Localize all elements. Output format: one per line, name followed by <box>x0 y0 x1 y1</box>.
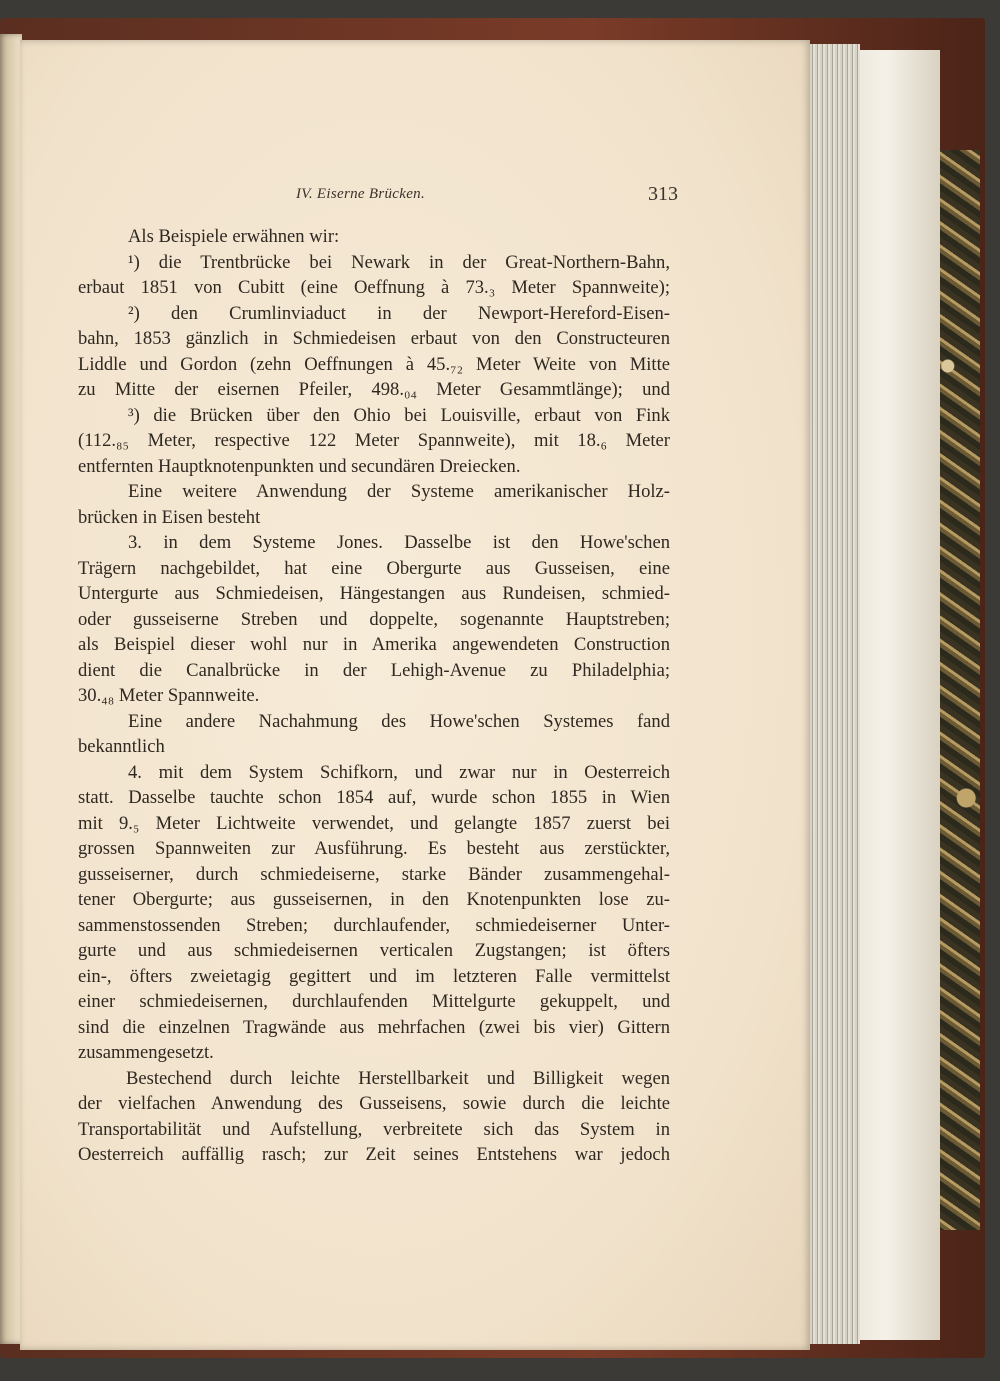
text-line: statt. Dasselbe tauchte schon 1854 auf, wurde schon 1855 in Wien <box>78 787 670 808</box>
text-line: (112.₈₅ Meter, respective 122 Meter Spannweite), mit 18.₆ Meter <box>78 430 670 451</box>
text-line: erbaut 1851 von Cubitt (eine Oeffnung à 73.₃ Meter Spannweite); <box>78 277 670 298</box>
text-line: Liddle und Gordon (zehn Oeffnungen à 45.₇₂ Meter Weite von Mitte <box>78 353 670 375</box>
text-line: als Beispiel dieser wohl nur in Amerika angewendeten Construction <box>78 634 670 655</box>
text-line: zusammengesetzt. <box>78 1042 214 1063</box>
text-line: Transportabilität und Aufstellung, verbreitete sich das System in <box>78 1118 670 1140</box>
text-line: Bestechend durch leichte Herstellbarkeit und Billigkeit wegen <box>126 1067 670 1089</box>
marbled-edge <box>934 150 980 1230</box>
text-line: ²) den Crumlinviaduct in der Newport-Hereford-Eisen- <box>128 302 670 324</box>
running-header <box>296 183 678 210</box>
text-line: tener Obergurte; aus gusseisernen, in den Knotenpunkten lose zu- <box>78 889 670 910</box>
text-line: Trägern nachgebildet, hat eine Obergurte aus Gusseisen, eine <box>78 557 670 579</box>
left-page-edge <box>0 34 22 1344</box>
text-line: mit 9.₅ Meter Lichtweite verwendet, und gelangte 1857 zuerst bei <box>78 812 670 834</box>
text-line: Eine andere Nachahmung des Howe'schen Systemes fand <box>128 710 670 732</box>
text-line: Untergurte aus Schmiedeisen, Hängestangen aus Rundeisen, schmied- <box>78 583 670 604</box>
flyleaf <box>850 50 940 1340</box>
text-line: Eine weitere Anwendung der Systeme amerikanischer Holz- <box>128 481 670 502</box>
text-line: dient die Canalbrücke in der Lehigh-Avenue zu Philadelphia; <box>78 659 670 681</box>
text-line: 30.₄₈ Meter Spannweite. <box>78 685 260 706</box>
text-line: bahn, 1853 gänzlich in Schmiedeisen erbaut von den Constructeuren <box>78 328 670 349</box>
text-line: gurte und aus schmiedeisernen verticalen Zugstangen; ist öfters <box>78 940 670 961</box>
text-line: entfernten Hauptknotenpunkten und secundären Dreiecken. <box>78 455 521 477</box>
page-body <box>78 224 670 1168</box>
text-line: ¹) die Trentbrücke bei Newark in der Great-Northern-Bahn, <box>128 251 670 273</box>
text-line: zu Mitte der eisernen Pfeiler, 498.₀₄ Meter Gesammtlänge); und <box>78 379 670 400</box>
running-title: IV. Eiserne Brücken. <box>296 186 426 202</box>
text-line: der vielfachen Anwendung des Gusseisens, sowie durch die leichte <box>78 1093 670 1114</box>
text-line: ³) die Brücken über den Ohio bei Louisville, erbaut von Fink <box>128 404 670 426</box>
text-line: Oesterreich auffällig rasch; zur Zeit seines Entstehens war jedoch <box>78 1144 670 1165</box>
text-line: brücken in Eisen besteht <box>78 506 261 528</box>
text-line: sammenstossenden Streben; durchlaufender, schmiedeiserner Unter- <box>78 914 670 936</box>
text-line: ein-, öfters zweietagig gegittert und im letzteren Falle vermittelst <box>78 965 670 987</box>
text-line: 4. mit dem System Schifkorn, und zwar nur in Oesterreich <box>128 761 670 783</box>
page-number: 313 <box>648 183 678 205</box>
text-line: gusseiserner, durch schmiedeiserne, starke Bänder zusammengehal- <box>78 863 670 885</box>
text-line: 3. in dem Systeme Jones. Dasselbe ist den Howe'schen <box>128 532 670 553</box>
text-line: bekanntlich <box>78 736 165 757</box>
text-line: sind die einzelnen Tragwände aus mehrfachen (zwei bis vier) Gittern <box>78 1016 670 1038</box>
text-line: einer schmiedeisernen, durchlaufenden Mittelgurte gekuppelt, und <box>78 991 670 1012</box>
text-line: oder gusseiserne Streben und doppelte, sogenannte Hauptstreben; <box>78 608 670 630</box>
text-line: Als Beispiele erwähnen wir: <box>128 226 340 247</box>
text-line: grossen Spannweiten zur Ausführung. Es besteht aus zerstückter, <box>78 838 670 859</box>
